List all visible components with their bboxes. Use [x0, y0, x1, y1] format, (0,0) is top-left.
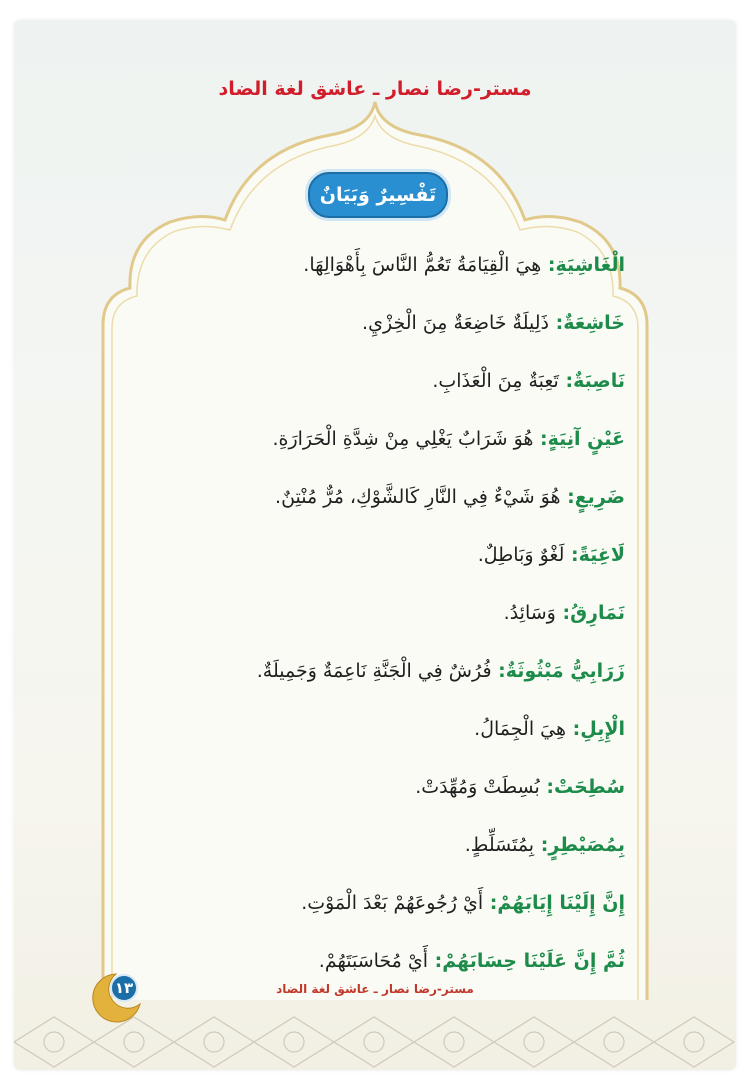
glossary-entry: الْغَاشِيَةِ: هِيَ الْقِيَامَةُ تَعُمُّ النَّاسَ بِأَهْوَالِهَا.	[303, 254, 625, 276]
glossary-entry: نَاصِبَةٌ: تَعِبَةٌ مِنَ الْعَذَابِ.	[432, 370, 625, 392]
glossary-entry: إِنَّ إِلَيْنَا إِيَابَهُمْ: أَيْ رُجُوعَهُمْ بَعْدَ الْمَوْتِ.	[301, 892, 625, 914]
header-title: مستر-رضا نصار ـ عاشق لغة الضاد	[218, 78, 532, 100]
entry-term: إِنَّ إِلَيْنَا إِيَابَهُمْ	[497, 892, 625, 914]
entry-definition: لَغْوٌ وَبَاطِلٌ.	[477, 544, 565, 566]
entry-term: زَرَابِيُّ مَبْثُوثَةٌ	[505, 660, 625, 682]
entry-term: الْإِبِلِ	[580, 718, 625, 740]
entry-definition: تَعِبَةٌ مِنَ الْعَذَابِ.	[432, 370, 559, 392]
entry-definition: أَيْ مُحَاسَبَتَهُمْ.	[318, 950, 429, 972]
entry-definition: بُسِطَتْ وَمُهِّدَتْ.	[415, 776, 540, 798]
entry-term: بِمُصَيْطِرٍ	[548, 834, 625, 856]
glossary-entry: عَيْنٍ آنِيَةٍ: هُوَ شَرَابٌ يَغْلِي مِنْ شِدَّةِ الْحَرَارَةِ.	[272, 428, 625, 450]
glossary-entry: الْإِبِلِ: هِيَ الْجِمَالُ.	[474, 718, 625, 740]
glossary-entry: سُطِحَتْ: بُسِطَتْ وَمُهِّدَتْ.	[415, 776, 625, 798]
entry-term: الْغَاشِيَةِ	[555, 254, 625, 276]
footer-text: مستر-رضا نصار ـ عاشق لغة الضاد	[276, 982, 474, 996]
glossary-entry: زَرَابِيُّ مَبْثُوثَةٌ: فُرُشٌ فِي الْجَنَّةِ نَاعِمَةٌ وَجَمِيلَةٌ.	[256, 660, 625, 682]
glossary-entry: لَاغِيَةً: لَغْوٌ وَبَاطِلٌ.	[477, 544, 625, 566]
glossary-entry: نَمَارِقُ: وَسَائِدُ.	[503, 602, 625, 624]
section-title-badge: تَفْسِيرٌ وَبَيَانٌ	[308, 172, 448, 218]
entry-definition: فُرُشٌ فِي الْجَنَّةِ نَاعِمَةٌ وَجَمِيلَةٌ.	[256, 660, 492, 682]
entry-term: خَاشِعَةٌ	[563, 312, 625, 334]
entry-term: نَمَارِقُ	[570, 602, 625, 624]
entry-definition: هِيَ الْقِيَامَةُ تَعُمُّ النَّاسَ بِأَهْوَالِهَا.	[303, 254, 542, 276]
geometric-pattern	[14, 1012, 736, 1070]
entry-term: ثُمَّ إِنَّ عَلَيْنَا حِسَابَهُمْ	[442, 950, 625, 972]
entry-definition: هُوَ شَرَابٌ يَغْلِي مِنْ شِدَّةِ الْحَرَارَةِ.	[272, 428, 534, 450]
glossary-entry: ثُمَّ إِنَّ عَلَيْنَا حِسَابَهُمْ: أَيْ مُحَاسَبَتَهُمْ.	[318, 950, 625, 972]
glossary-entry: خَاشِعَةٌ: ذَلِيلَةٌ خَاضِعَةٌ مِنَ الْخِزْيِ.	[362, 312, 625, 334]
glossary-entry: ضَرِيعٍ: هُوَ شَيْءٌ فِي النَّارِ كَالشَّوْكِ، مُرٌّ مُنْتِنٌ.	[275, 486, 625, 508]
entry-definition: بِمُتَسَلِّطٍ.	[464, 834, 535, 856]
entry-definition: وَسَائِدُ.	[503, 602, 556, 624]
entry-definition: هُوَ شَيْءٌ فِي النَّارِ كَالشَّوْكِ، مُرٌّ مُنْتِنٌ.	[275, 486, 561, 508]
entry-term: عَيْنٍ آنِيَةٍ	[547, 428, 625, 450]
entry-definition: ذَلِيلَةٌ خَاضِعَةٌ مِنَ الْخِزْيِ.	[362, 312, 550, 334]
entry-term: سُطِحَتْ	[554, 776, 625, 798]
entry-term: ضَرِيعٍ	[574, 486, 625, 508]
entry-definition: أَيْ رُجُوعَهُمْ بَعْدَ الْمَوْتِ.	[301, 892, 484, 914]
glossary-list	[105, 240, 625, 994]
glossary-entry: بِمُصَيْطِرٍ: بِمُتَسَلِّطٍ.	[464, 834, 625, 856]
entry-term: لَاغِيَةً	[578, 544, 625, 566]
page-number: ١٣	[114, 979, 134, 997]
entry-term: نَاصِبَةٌ	[573, 370, 625, 392]
entry-definition: هِيَ الْجِمَالُ.	[474, 718, 567, 740]
